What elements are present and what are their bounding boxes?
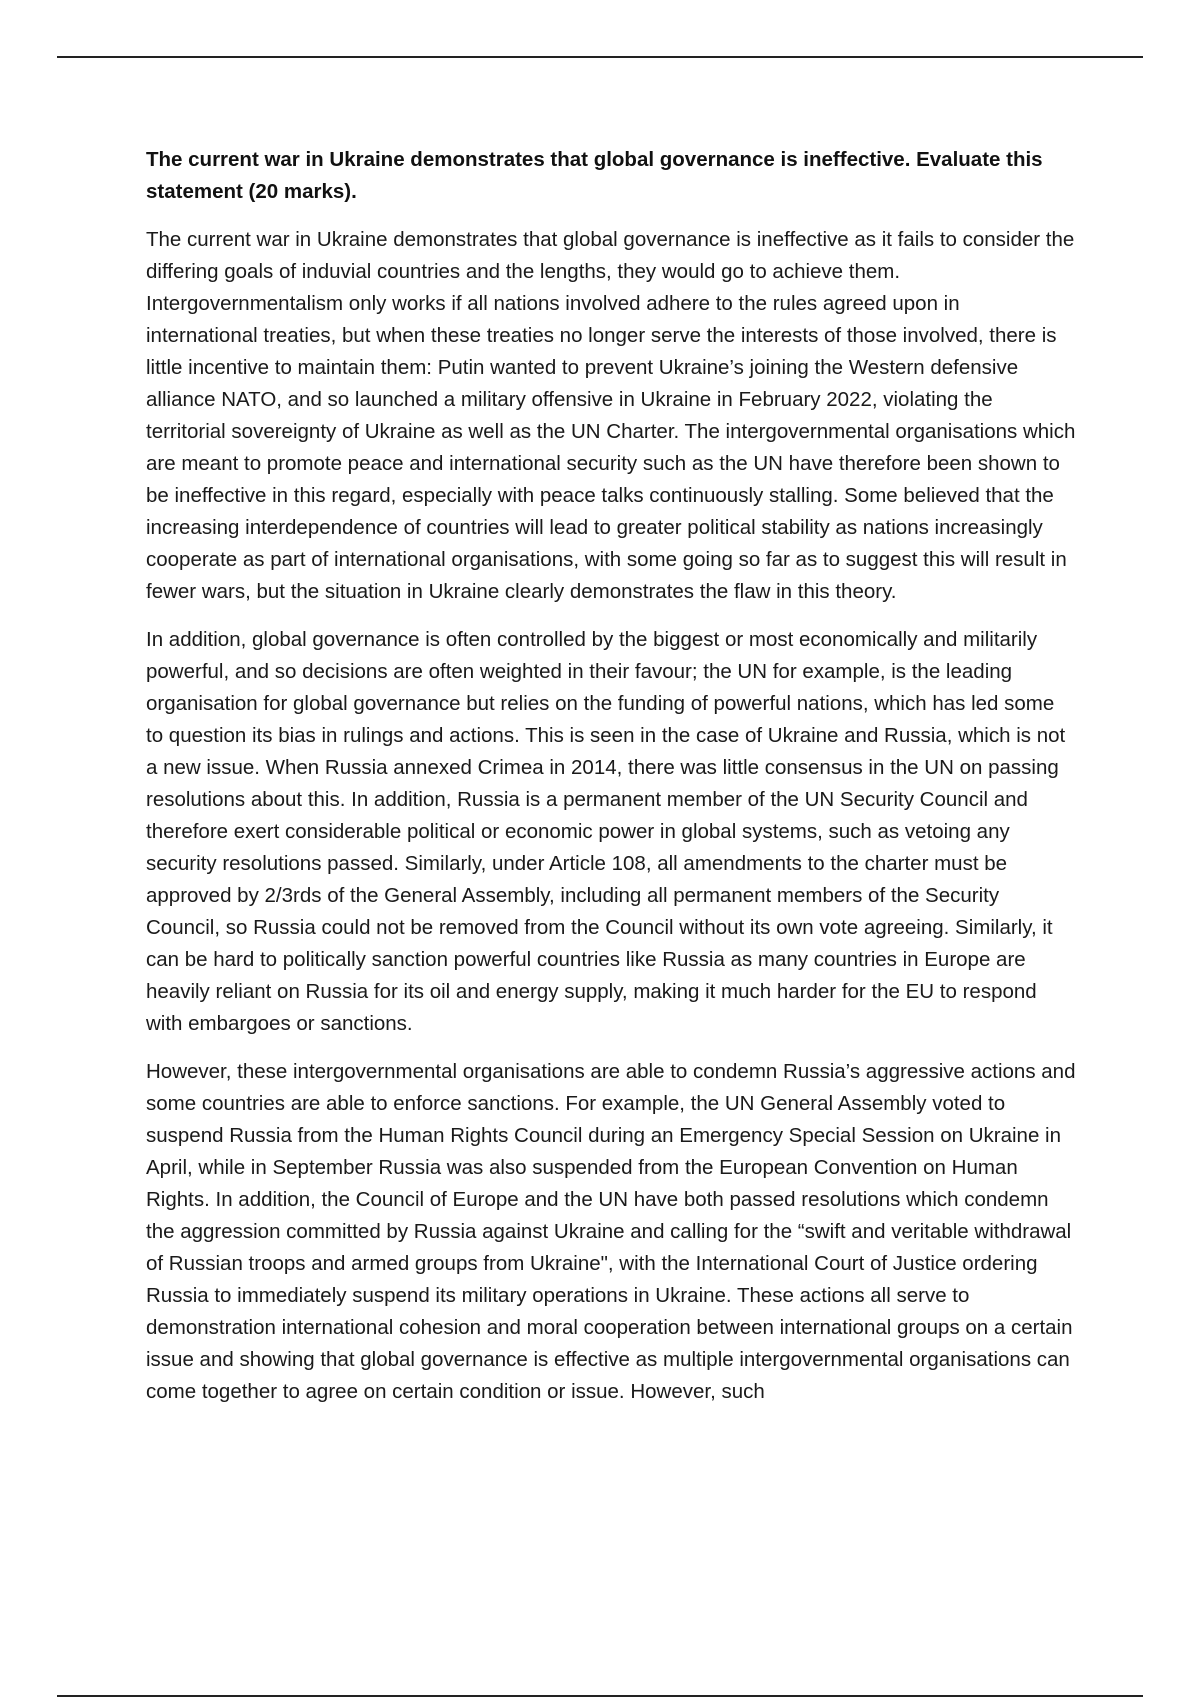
header-rule [57,56,1143,58]
essay-question-title: The current war in Ukraine demonstrates that global governance is ineffective. Evaluate this statement (20 marks). [146,148,1043,203]
footer-rule [57,1695,1143,1697]
document-body [146,144,1076,1424]
paragraph-2: In addition, global governance is often controlled by the biggest or most economically and militarily powerful, and so decisions are often weighted in their favour; the UN for example, is the leading organisation for global governance but relies on the funding of powerful nations, which has led some to question its bias in rulings and actions. This is seen in the case of Ukraine and Russia, which is not a new issue. When Russia annexed Crimea in 2014, there was little consensus in the UN on passing resolutions about this. In addition, Russia is a permanent member of the UN Security Council and therefore exert considerable political or economic power in global systems, such as vetoing any security resolutions passed. Similarly, under Article 108, all amendments to the charter must be approved by 2/3rds of the General Assembly, including all permanent members of the Security Council, so Russia could not be removed from the Council without its own vote agreeing. Similarly, it can be hard to politically sanction powerful countries like Russia as many countries in Europe are heavily reliant on Russia for its oil and energy supply, making it much harder for the EU to respond with embargoes or sanctions. [146,628,1066,1035]
paragraph-1: The current war in Ukraine demonstrates that global governance is ineffective as it fails to consider the differing goals of induvial countries and the lengths, they would go to achieve them. Intergovernmentalism only works if all nations involved adhere to the rules agreed upon in international treaties, but when these treaties no longer serve the interests of those involved, there is little incentive to maintain them: Putin wanted to prevent Ukraine’s joining the Western defensive alliance NATO, and so launched a military offensive in Ukraine in February 2022, violating the territorial sovereignty of Ukraine as well as the UN Charter. The intergovernmental organisations which are meant to promote peace and international security such as the UN have therefore been shown to be ineffective in this regard, especially with peace talks continuously stalling. Some believed that the increasing interdependence of countries will lead to greater political stability as nations increasingly cooperate as part of international organisations, with some going so far as to suggest this will result in fewer wars, but the situation in Ukraine clearly demonstrates the flaw in this theory. [146,228,1076,603]
paragraph-3: However, these intergovernmental organisations are able to condemn Russia’s aggressive actions and some countries are able to enforce sanctions. For example, the UN General Assembly voted to suspend Russia from the Human Rights Council during an Emergency Special Session on Ukraine in April, while in September Russia was also suspended from the European Convention on Human Rights. In addition, the Council of Europe and the UN have both passed resolutions which condemn the aggression committed by Russia against Ukraine and calling for the “swift and veritable withdrawal of Russian troops and armed groups from Ukraine", with the International Court of Justice ordering Russia to immediately suspend its military operations in Ukraine. These actions all serve to demonstration international cohesion and moral cooperation between international groups on a certain issue and showing that global governance is effective as multiple intergovernmental organisations can come together to agree on certain condition or issue. However, such [146,1060,1076,1403]
